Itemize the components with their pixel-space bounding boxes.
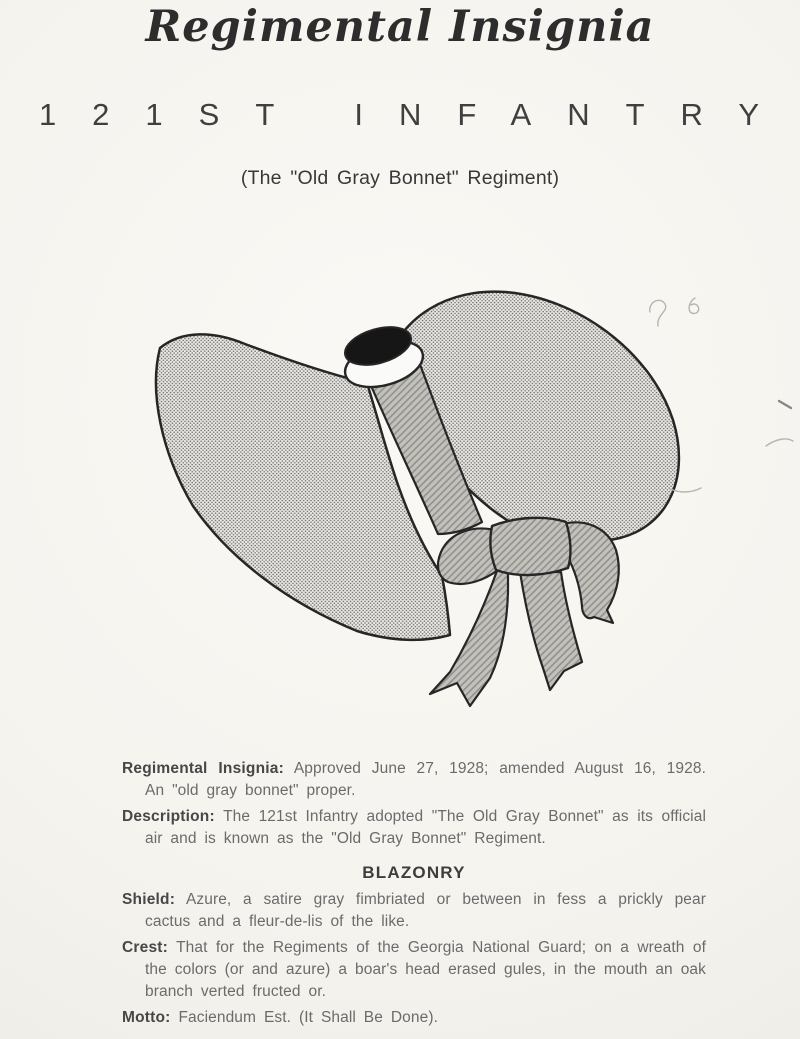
regiment-heading: 121ST INFANTRY (38, 97, 796, 132)
pencil-dash (779, 401, 791, 408)
crest-paragraph (122, 937, 706, 1003)
description-text: The 121st Infantry adopted "The Old Gray Bonnet" as its official air and is known as the "Old Gray Bonnet" Regiment. (145, 808, 706, 847)
motto-label: Motto: (122, 1009, 171, 1026)
description-label: Description: (122, 808, 215, 825)
bow-knot (490, 518, 570, 575)
blazonry-heading: BLAZONRY (362, 863, 466, 882)
crest-label: Crest: (122, 939, 168, 956)
pencil-squiggle-2 (689, 298, 699, 313)
page-title: Regimental Insignia (145, 2, 655, 52)
regiment-subtitle: (The "Old Gray Bonnet" Regiment) (240, 167, 560, 189)
pencil-curve-1 (766, 439, 793, 446)
motto-paragraph (122, 1007, 706, 1029)
crest-text: That for the Regiments of the Georgia National Guard; on a wreath of the colors (or and azure) a boar's head erased gules, in the mouth an oak branch verted fructed or. (145, 939, 706, 1000)
shield-paragraph (122, 889, 706, 933)
bonnet-illustration (130, 280, 690, 730)
text-block (122, 758, 706, 1033)
motto-text: Faciendum Est. (It Shall Be Done). (178, 1009, 438, 1026)
insignia-text: Approved June 27, 1928; amended August 16, 1928. An "old gray bonnet" proper. (145, 760, 706, 799)
insignia-paragraph (122, 758, 706, 802)
description-paragraph (122, 806, 706, 850)
shield-text: Azure, a satire gray fimbriated or between in fess a prickly pear cactus and a fleur-de-lis of the like. (145, 891, 706, 930)
shield-label: Shield: (122, 891, 176, 908)
insignia-label: Regimental Insignia: (122, 760, 284, 777)
bow-right-tail (520, 572, 582, 690)
